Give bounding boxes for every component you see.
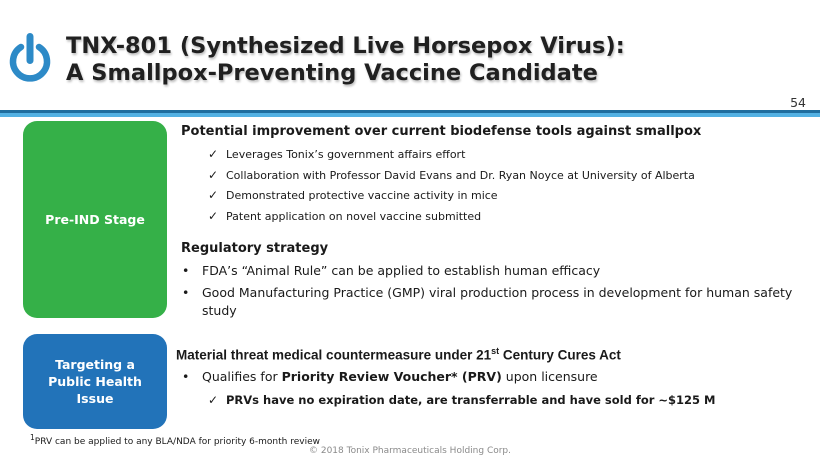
bullet-icon: • [182, 285, 190, 300]
biodefense-checklist [208, 146, 695, 228]
countermeasure-heading-post: Century Cures Act [499, 347, 621, 363]
bullet-item [182, 262, 802, 280]
checklist-item-text: Demonstrated protective vaccine activity in mice [226, 189, 498, 202]
regulatory-bullets [182, 262, 802, 324]
prv-text-pre: Qualifies for [202, 369, 282, 384]
bullet-icon: • [182, 263, 190, 278]
countermeasure-heading-pre: Material threat medical countermeasure under 21 [176, 347, 492, 363]
footnote-text: PRV can be applied to any BLA/NDA for priority 6-month review [34, 437, 320, 447]
footnote-marker: 1 [30, 433, 35, 442]
countermeasure-bullets [182, 368, 782, 390]
title-line-2: A Smallpox-Preventing Vaccine Candidate [66, 60, 598, 86]
checklist-item [208, 187, 695, 208]
pre-ind-stage-label: Pre-IND Stage [45, 212, 145, 227]
prv-text-post: upon licensure [501, 369, 598, 384]
countermeasure-heading-sup: st [491, 346, 500, 356]
prv-text-bold: Priority Review Voucher* (PRV) [281, 369, 502, 384]
checklist-item-text: Collaboration with Professor David Evans and Dr. Ryan Noyce at University of Alberta [226, 168, 695, 182]
copyright: © 2018 Tonix Pharmaceuticals Holding Corp. [308, 446, 512, 456]
slide-title [66, 33, 625, 87]
checklist-item [208, 167, 695, 188]
public-health-line-2: Public Health [48, 374, 142, 389]
check-icon: ✓ [208, 147, 219, 161]
bullet-icon: • [182, 369, 190, 384]
bullet-item-text: Good Manufacturing Practice (GMP) viral production process in development for human safety study [202, 285, 793, 318]
bullet-item [182, 284, 802, 320]
section-heading-regulatory: Regulatory strategy [181, 241, 329, 256]
checklist-item-text: Leverages Tonix’s government affairs effort [226, 148, 466, 161]
section-heading-countermeasure [176, 346, 621, 363]
public-health-label [48, 356, 142, 407]
bullet-item-text: FDA’s “Animal Rule” can be applied to establish human efficacy [202, 263, 601, 278]
pre-ind-stage-box [23, 121, 167, 318]
bullet-item-text [202, 368, 598, 386]
checklist-item-text: Patent application on novel vaccine submitted [226, 209, 482, 223]
check-icon: ✓ [208, 188, 219, 202]
check-icon: ✓ [208, 208, 219, 223]
checklist-item [208, 146, 695, 167]
prv-check-text: PRVs have no expiration date, are transferrable and have sold for ~$125 M [226, 393, 716, 407]
footnote [30, 433, 320, 447]
section-heading-biodefense: Potential improvement over current biodefense tools against smallpox [181, 124, 702, 139]
prv-checklist-item [208, 393, 716, 407]
bullet-item [182, 368, 782, 386]
public-health-line-1: Targeting a [55, 357, 135, 372]
check-icon: ✓ [208, 393, 219, 407]
page-number: 54 [790, 95, 806, 110]
public-health-box [23, 334, 167, 429]
checklist-item [208, 208, 695, 229]
title-line-1: TNX-801 (Synthesized Live Horsepox Virus): [66, 33, 625, 59]
header-rule-light [0, 113, 820, 117]
public-health-line-3: Issue [76, 391, 114, 406]
check-icon: ✓ [208, 167, 219, 182]
power-button-icon [8, 30, 52, 88]
